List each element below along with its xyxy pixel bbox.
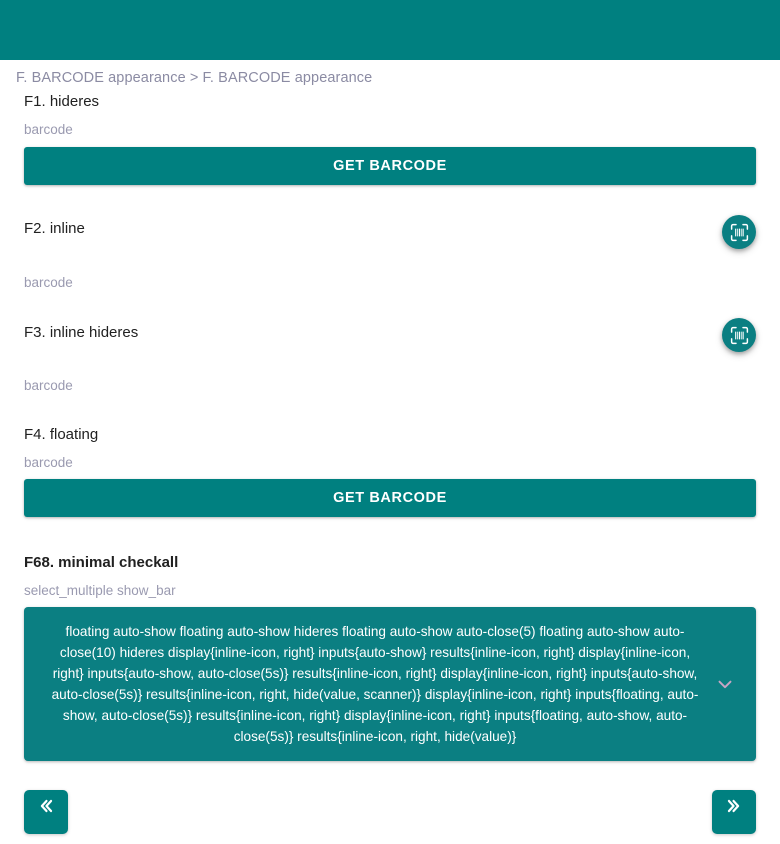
barcode-scan-icon xyxy=(729,222,750,243)
barcode-scan-button-f3[interactable] xyxy=(722,318,756,352)
section-f2-title: F2. inline xyxy=(24,220,85,237)
results-panel[interactable] xyxy=(24,607,756,761)
section-f68 xyxy=(0,553,780,599)
app-header-bar xyxy=(0,0,780,60)
barcode-scan-icon xyxy=(729,325,750,346)
previous-page-button[interactable] xyxy=(24,790,68,834)
section-f4-field-label: barcode xyxy=(24,455,73,470)
section-f1-field-label: barcode xyxy=(24,122,73,137)
section-f2-field-label: barcode xyxy=(24,275,73,290)
section-f1 xyxy=(0,92,780,185)
double-chevron-left-icon xyxy=(35,790,57,834)
section-f3-title: F3. inline hideres xyxy=(24,324,139,341)
section-f1-title: F1. hideres xyxy=(24,93,100,110)
section-f68-title: F68. minimal checkall xyxy=(24,554,179,571)
barcode-scan-button-f2[interactable] xyxy=(722,215,756,249)
get-barcode-button-f4[interactable]: GET BARCODE xyxy=(24,479,756,517)
section-f68-field-label: select_multiple show_bar xyxy=(24,583,176,598)
section-f3-field-label: barcode xyxy=(24,378,73,393)
section-f4 xyxy=(0,425,780,517)
double-chevron-right-icon xyxy=(723,790,745,834)
results-panel-text: floating auto-show floating auto-show hideres floating auto-show auto-close(5) floating auto-show auto-close(10) hideres display{inline-icon, right} inputs{auto-show} results{inline-icon, right} display{inline-icon, right} inputs{auto-show, auto-close(5s)} results{inline-icon, right} display{inline-icon, right} inputs{auto-show, auto-close(5s)} results{inline-icon, right, hide(value, scanner)} display{inline-icon, right} inputs{floating, auto-show, auto-close(5s)} results{inline-icon, right} display{inline-icon, right} inputs{floating, auto-show, auto-close(5s)} results{inline-icon, right, hide(value)} xyxy=(51,624,699,744)
section-f4-title: F4. floating xyxy=(24,426,99,443)
section-f2 xyxy=(0,219,780,291)
next-page-button[interactable] xyxy=(712,790,756,834)
chevron-down-icon[interactable] xyxy=(712,671,738,697)
breadcrumb: F. BARCODE appearance > F. BARCODE appearance xyxy=(16,70,373,86)
main-content xyxy=(0,60,780,844)
bottom-navigation xyxy=(0,780,780,844)
section-f3 xyxy=(0,323,780,394)
get-barcode-button-f1[interactable]: GET BARCODE xyxy=(24,147,756,185)
